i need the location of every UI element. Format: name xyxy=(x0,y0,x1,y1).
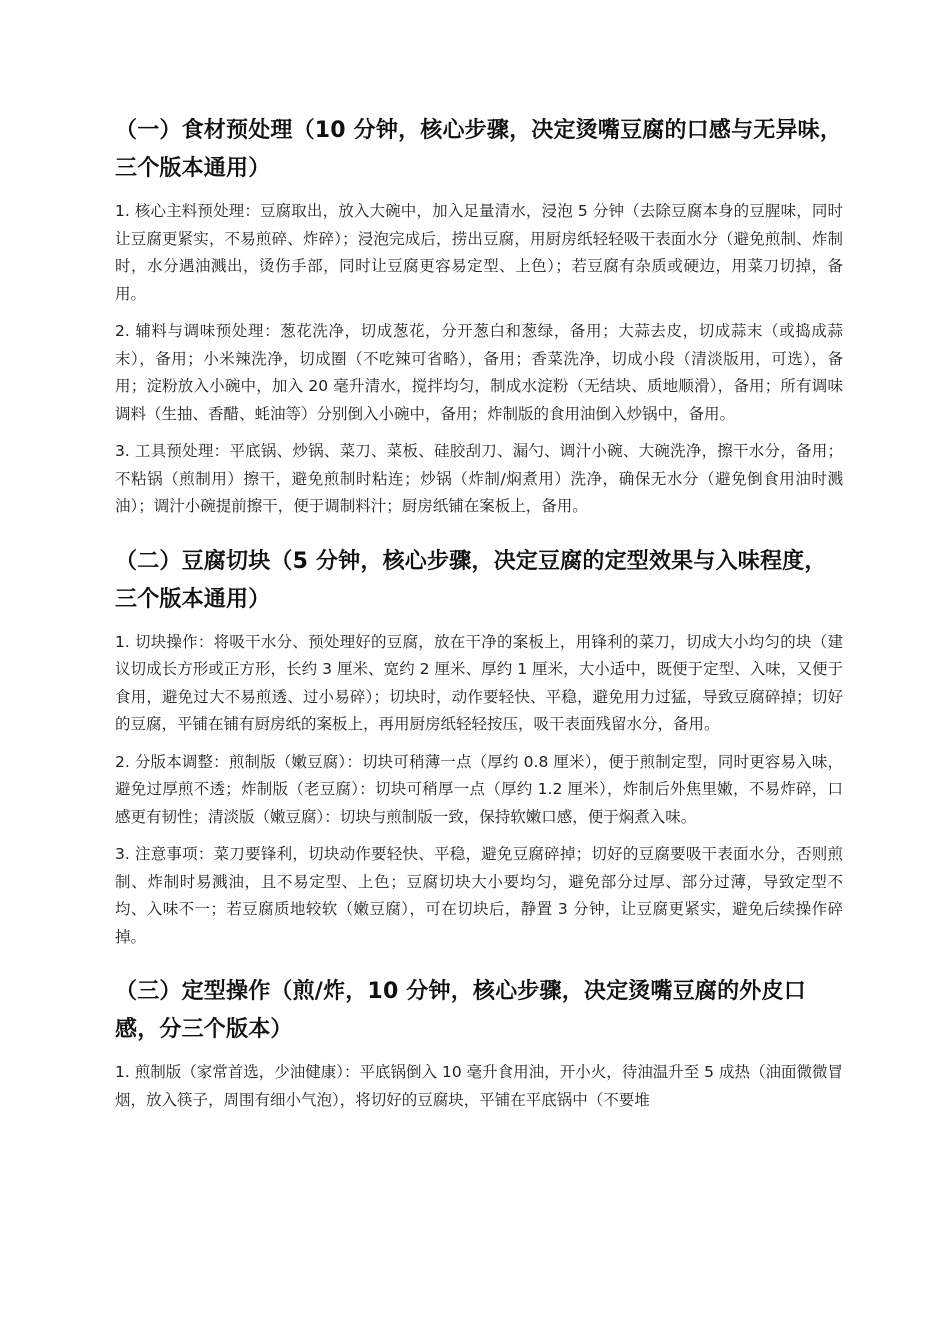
paragraph: 3. 工具预处理：平底锅、炒锅、菜刀、菜板、硅胶刮刀、漏勺、调汁小碗、大碗洗净，擦干水分，备用；不粘锅（煎制用）擦干，避免煎制时粘连；炒锅（炸制/焖煮用）洗净，确保无水分（避免倒食用油时溅油）；调汁小碗提前擦干，便于调制料汁；厨房纸铺在案板上，备用。 xyxy=(115,442,843,515)
paragraph: 1. 煎制版（家常首选，少油健康）：平底锅倒入 10 毫升食用油，开小火，待油温升至 5 成热（油面微微冒烟，放入筷子，周围有细小气泡），将切好的豆腐块，平铺在平底锅中（不要堆 xyxy=(115,1063,843,1109)
paragraph: 1. 切块操作：将吸干水分、预处理好的豆腐，放在干净的案板上，用锋利的菜刀，切成大小均匀的块（建议切成长方形或正方形，长约 3 厘米、宽约 2 厘米、厚约 1 厘米，大小适中，既便于定型、入味，又便于食用，避免过大不易煎透、过小易碎）；切块时，动作要轻快、平稳，避免用力过猛，导致豆腐碎掉；切好的豆腐，平铺在铺有厨房纸的案板上，再用厨房纸轻轻按压，吸干表面残留水分，备用。 xyxy=(115,632,843,733)
section-3 xyxy=(115,973,843,1114)
paragraph: 2. 分版本调整：煎制版（嫩豆腐）：切块可稍薄一点（厚约 0.8 厘米），便于煎制定型，同时更容易入味，避免过厚煎不透；炸制版（老豆腐）：切块可稍厚一点（厚约 1.2 厘米），炸制后外焦里嫩，不易炸碎，口感更有韧性；清淡版（嫩豆腐）：切块与煎制版一致，保持软嫩口感，便于焖煮入味。 xyxy=(115,752,843,826)
section-2 xyxy=(115,543,843,952)
paragraph: 1. 核心主料预处理：豆腐取出，放入大碗中，加入足量清水，浸泡 5 分钟（去除豆腐本身的豆腥味，同时让豆腐更紧实，不易煎碎、炸碎）；浸泡完成后，捞出豆腐，用厨房纸轻轻吸干表面水分（避免煎制、炸制时，水分遇油溅出，烫伤手部，同时让豆腐更容易定型、上色）；若豆腐有杂质或硬边，用菜刀切掉，备用。 xyxy=(115,202,843,303)
section-1 xyxy=(115,112,843,521)
section-heading: （一）食材预处理（10 分钟，核心步骤，决定烫嘴豆腐的口感与无异味，三个版本通用） xyxy=(115,118,843,181)
paragraph: 3. 注意事项：菜刀要锋利，切块动作要轻快、平稳，避免豆腐碎掉；切好的豆腐要吸干表面水分，否则煎制、炸制时易溅油，且不易定型、上色；豆腐切块大小要均匀，避免部分过厚、部分过薄，导致定型不均、入味不一；若豆腐质地较软（嫩豆腐），可在切块后，静置 3 分钟，让豆腐更紧实，避免后续操作碎掉。 xyxy=(115,845,843,946)
document-page xyxy=(115,112,843,1136)
section-heading: （二）豆腐切块（5 分钟，核心步骤，决定豆腐的定型效果与入味程度，三个版本通用） xyxy=(115,548,827,612)
section-heading: （三）定型操作（煎/炸，10 分钟，核心步骤，决定烫嘴豆腐的外皮口感，分三个版本） xyxy=(115,979,806,1042)
paragraph: 2. 辅料与调味预处理：葱花洗净，切成葱花，分开葱白和葱绿，备用；大蒜去皮，切成蒜末（或捣成蒜末），备用；小米辣洗净，切成圈（不吃辣可省略），备用；香菜洗净，切成小段（清淡版用，可选），备用；淀粉放入小碗中，加入 20 毫升清水，搅拌均匀，制成水淀粉（无结块、质地顺滑），备用；所有调味调料（生抽、香醋、蚝油等）分别倒入小碗中，备用；炸制版的食用油倒入炒锅中，备用。 xyxy=(115,322,843,423)
